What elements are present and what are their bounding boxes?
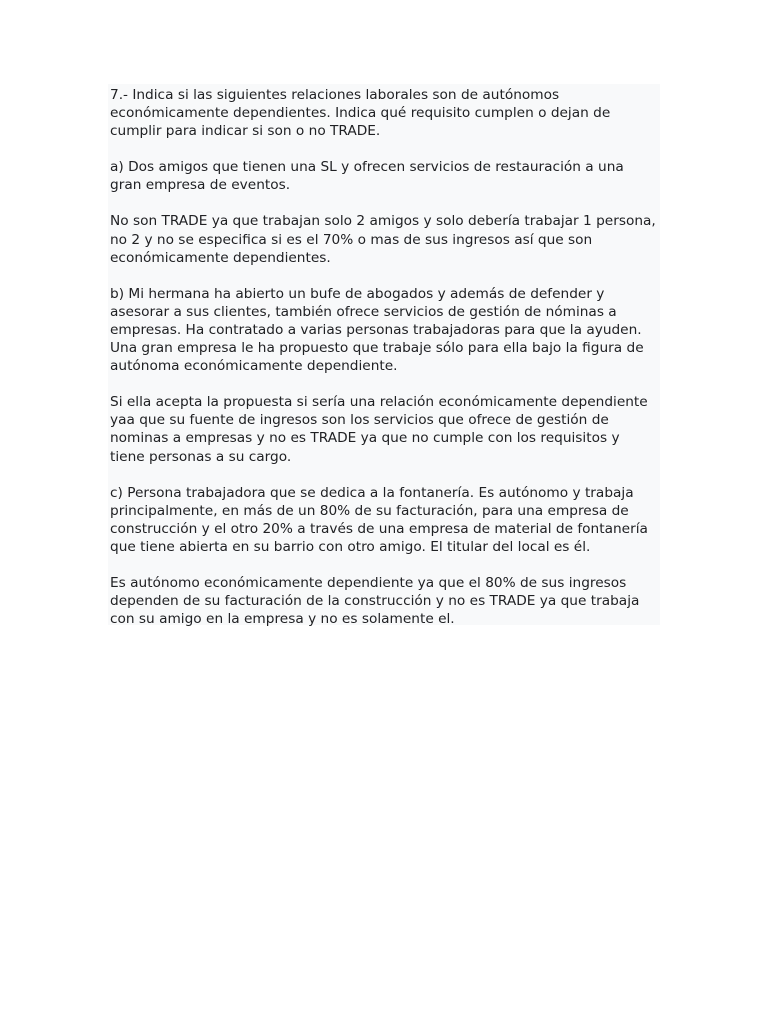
- case-a-paragraph: a) Dos amigos que tienen una SL y ofrecen servicios de restauración a una gran empresa de eventos.: [110, 159, 624, 194]
- answer-a-paragraph: No son TRADE ya que trabajan solo 2 amigos y solo debería trabajar 1 persona, no 2 y no se especifica si es el 70% o mas de sus ingresos así que son económicamente dependientes.: [110, 213, 656, 266]
- case-b-paragraph: b) Mi hermana ha abierto un bufe de abogados y además de defender y asesorar a sus clientes, también ofrece servicios de gestión de nóminas a empresas. Ha contratado a varias personas trabajadoras para que la ayuden. Una gran empresa le ha propuesto que trabaje sólo para ella bajo la figura de autónoma económicamente dependiente.: [110, 285, 644, 375]
- question-paragraph: 7.- Indica si las siguientes relaciones laborales son de autónomos económicamente dependientes. Indica qué requisito cumplen o dejan de cumplir para indicar si son o no TRADE.: [110, 87, 611, 140]
- case-c-paragraph: c) Persona trabajadora que se dedica a la fontanería. Es autónomo y trabaja principalmente, en más de un 80% de su facturación, para una empresa de construcción y el otro 20% a través de una empresa de material de fontanería que tiene abierta en su barrio con otro amigo. El titular del local es él.: [110, 484, 648, 555]
- answer-c-paragraph: Es autónomo económicamente dependiente ya que el 80% de sus ingresos dependen de su facturación de la construcción y no es TRADE ya que trabaja con su amigo en la empresa y no es solamente el.: [110, 574, 640, 628]
- document-text-block: [108, 84, 660, 628]
- answer-b-paragraph: Si ella acepta la propuesta si sería una relación económicamente dependiente yaa que su fuente de ingresos son los servicios que ofrece de gestión de nominas a empresas y no es TRADE ya que no cumple con los requisitos y tiene personas a su cargo.: [110, 394, 648, 465]
